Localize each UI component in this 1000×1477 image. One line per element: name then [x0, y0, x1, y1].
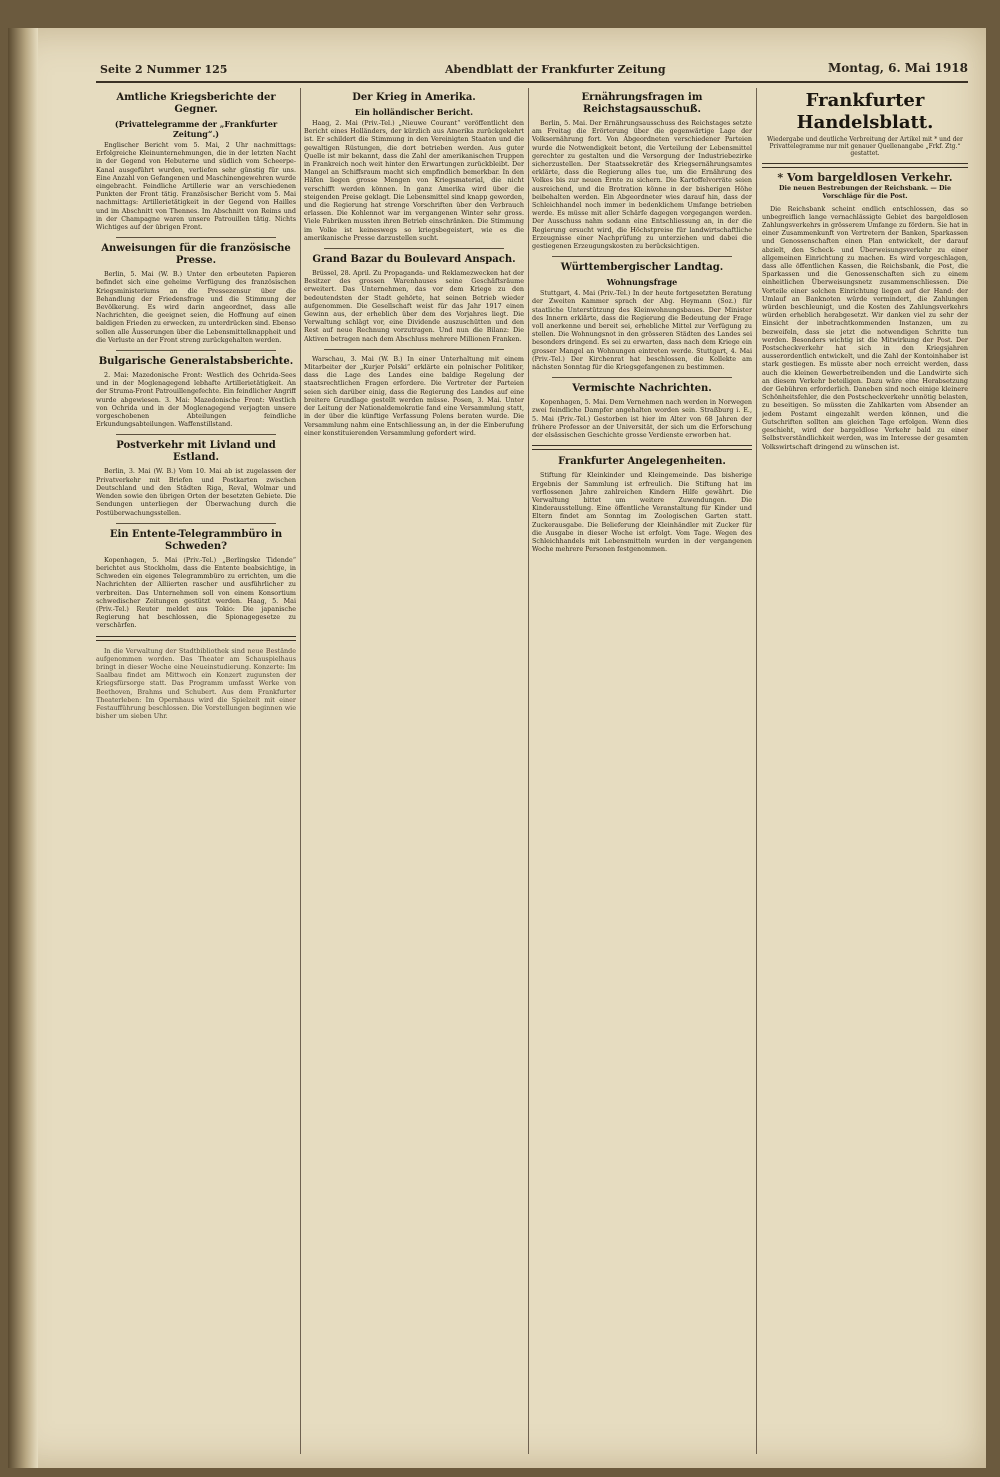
article-body: Stiftung für Kleinkinder und Kleingemeinde. Das bisherige Ergebnis der Sammlung ist erfreulich. Die Stiftung hat im verflossenen Jahre zahlreichen Kindern Hilfe gewährt. Die Verwaltung bittet um weitere Zuwendungen. Die Kinderausstellung. Eine öffentliche Veranstaltung für Kinder und Eltern findet am Sonntag im Zoologischen Garten statt. Zuckerausgabe. Die Belieferung der Kleinhändler mit Zucker für die Ausgabe in dieser Woche ist erfolgt. Vom Tage. Wegen des Schleichhandels mit Lebensmitteln wurden in der vergangenen Woche mehrere Personen festgenommen. — [532, 471, 752, 554]
article-body: Berlin, 3. Mai (W. B.) Vom 10. Mai ab ist zugelassen der Privatverkehr mit Briefen und Postkarten zwischen Deutschland und den Städten Riga, Reval, Wolmar und Wenden sowie den übrigen Orten der besetzten Gebiete. Die Sendungen unterliegen der Überwachung durch die Postüberwachungsstellen. — [96, 467, 296, 517]
article — [532, 92, 752, 250]
page-number: Seite 2 Nummer 125 — [100, 63, 228, 76]
column-rule — [756, 88, 757, 1454]
article — [762, 205, 968, 451]
article-title: Vermischte Nachrichten. — [572, 383, 712, 395]
article-subtitle: Ein holländischer Bericht. — [354, 107, 474, 117]
column-rule — [528, 88, 529, 1454]
article-title: Grand Bazar du Boulevard Anspach. — [312, 254, 516, 266]
article-separator — [324, 248, 504, 249]
article — [96, 243, 296, 344]
section-separator — [762, 163, 968, 168]
article-title: Württembergischer Landtag. — [560, 262, 724, 274]
page-binding-edge — [8, 28, 38, 1468]
article-body: In die Verwaltung der Stadtbibliothek sind neue Bestände aufgenommen worden. Das Theater am Schauspielhaus bringt in dieser Woche eine Neueinstudierung. Konzerte: Im Saalbau findet am Mittwoch ein Konzert zugunsten der Kriegsfürsorge statt. Das Programm umfasst Werke von Beethoven, Brahms und Schubert. Aus dem Frankfurter Theaterleben: Im Opernhaus wird die Spielzeit mit einer Festaufführung beschlossen. Die Vorstellungen beginnen wie bisher um sieben Uhr. — [96, 646, 296, 721]
article-title: Ernährungsfragen im Reichstagsausschuß. — [581, 92, 703, 115]
article-body: Haag, 2. Mai (Priv.-Tel.) „Nieuwe Courant“ veröffentlicht den Bericht eines Holländers, der kürzlich aus Amerika zurückgekehrt ist. Er schildert die Stimmung in den Vereinigten Staaten und die gewaltigen Rüstungen, die dort betrieben werden. Aus guter Quelle ist mir bekannt, dass die Zahl der amerikanischen Truppen in Frankreich noch weit hinter den Erwartungen zurückbleibt. Der Mangel an Schiffsraum macht sich empfindlich bemerkbar. In den Häfen liegen grosse Mengen von Kriegsmaterial, die nicht verschifft werden können. In ganz Amerika wird über die steigenden Preise geklagt. Die Lebensmittel sind knapp geworden, und die Regierung hat strenge Vorschriften über den Verbrauch erlassen. Die Kohlennot war im vergangenen Winter sehr gross. Viele Fabriken mussten ihren Betrieb einschränken. Die Stimmung im Volke ist keineswegs so kriegsbegeistert, wie es die amerikanische Presse darzustellen sucht. — [304, 119, 524, 242]
article-separator — [324, 349, 504, 350]
article — [304, 92, 524, 242]
column-3 — [532, 88, 752, 1456]
article-title: Amtliche Kriegsberichte der Gegner. — [116, 92, 276, 115]
newspaper-name: Abendblatt der Frankfurter Zeitung — [445, 63, 666, 76]
masthead-rule — [96, 81, 968, 83]
article-body: Kopenhagen, 5. Mai (Priv.-Tel.) „Berlingske Tidende“ berichtet aus Stockholm, dass die Entente beabsichtige, in Schweden ein eigenes Telegrammbüro zu errichten, um die Nachrichten der Alliierten rascher und ausführlicher zu verbreiten. Das Unternehmen soll von einem Konsortium schwedischer Zeitungen gestützt werden. Haag, 5. Mai (Priv.-Tel.) Reuter meldet aus Tokio: Die japanische Regierung hat beschlossen, die Spionagegesetze zu verschärfen. — [96, 555, 296, 630]
article-body: 2. Mai: Mazedonische Front: Westlich des Ochrida-Sees und in der Moglenagegend lebhafte Artillerietätigkeit. An der Struma-Front Patrouillengefechte. Ein feindlicher Angriff wurde abgewiesen. 3. Mai: Mazedonische Front: Westlich von Ochrida und in der Moglenagegend verjagten unsere vorgeschobenen Abteilungen feindliche Erkundungsabteilungen. Waffenstillstand. — [96, 371, 296, 429]
article-title: Ein Entente-Telegrammbüro in Schweden? — [109, 528, 283, 552]
article — [96, 529, 296, 630]
article — [96, 647, 296, 721]
article — [532, 456, 752, 553]
section-separator — [532, 445, 752, 450]
article — [96, 440, 296, 516]
article-separator — [116, 434, 276, 435]
article-subtitle: Die neuen Bestrebungen der Reichsbank. — Die Vorschläge für die Post. — [778, 184, 952, 201]
feuilleton-separator — [96, 636, 296, 641]
article — [304, 355, 524, 437]
article-body: Die Reichsbank scheint endlich entschlossen, das so unbegreiflich lange vernachlässigte Gebiet des bargeldlosen Zahlungsverkehrs in grösserem Umfange zu fördern. Sie hat in einer Zusammenkunft von Vertretern der Banken, Sparkassen und Genossenschaften einen Plan entwickelt, der darauf abzielt, den Scheck- und Überweisungsverkehr zu einer allgemeinen Einrichtung zu machen. Es wird vorgeschlagen, dass alle öffentlichen Kassen, die Reichsbank, die Post, die Sparkassen und die Genossenschaften sich zu einem einheitlichen Überweisungsnetz zusammenschliessen. Die Vorteile einer solchen Einrichtung liegen auf der Hand: der Umlauf an Banknoten würde vermindert, die Zahlungen würden beschleunigt, und die Kosten des Zahlungsverkehrs würden erheblich herabgesetzt. Wir danken viel zu sehr der Einsicht der inbetrachtkommenden Instanzen, um zu bezweifeln, dass sie jetzt die notwendigen Schritte tun werden. Besonders wichtig ist die Mitwirkung der Post. Der Postscheckverkehr hat sich in den Kriegsjahren ausserordentlich entwickelt, und die Zahl der Kontoinhaber ist stark gestiegen. Es müsste aber noch erreicht werden, dass auch die kleinen Gewerbetreibenden und die Landwirte sich an diesem Verkehr beteiligen. Dazu wäre eine Herabsetzung der Gebühren erforderlich. Daneben sind noch einige kleinere Schönheitsfehler, die den Postscheckverkehr unnötig belasten, zu beseitigen. So müssten die Zahlkarten vom Absender an jedem Postamt eingezahlt werden können, und die Gutschriften sollten am gleichen Tage erfolgen. Wenn dies geschieht, wird der bargeldlose Verkehr bald zu einer Selbstverständlichkeit werden, was im Interesse der gesamten Volkswirtschaft dringend zu wünschen ist. — [762, 204, 968, 451]
issue-date: Montag, 6. Mai 1918 — [828, 61, 968, 75]
article — [532, 262, 752, 371]
article-body: Stuttgart, 4. Mai (Priv.-Tel.) In der heute fortgesetzten Beratung der Zweiten Kammer sprach der Abg. Heymann (Soz.) für staatliche Unterstützung des Kleinwohnungsbaues. Der Minister des Innern erklärte, dass die Regierung die Bedeutung der Frage voll anerkenne und bereit sei, erhebliche Mittel zur Verfügung zu stellen. Die Wohnungsnot in den grösseren Städten des Landes sei besonders dringend. Es sei zu erwarten, dass nach dem Kriege ein grosser Mangel an Wohnungen eintreten werde. Stuttgart, 4. Mai (Priv.-Tel.) Der Kirchenrat hat beschlossen, die Kollekte am nächsten Sonntag für die Kriegsgefangenen zu bestimmen. — [532, 289, 752, 372]
article-separator — [116, 237, 276, 238]
article-title: Frankfurter Angelegenheiten. — [558, 456, 726, 468]
column-1 — [96, 88, 296, 1456]
article-body: Berlin, 5. Mai. Der Ernährungsausschuss des Reichstages setzte am Freitag die Erörterung über die gegenwärtige Lage der Volksernährung fort. Von Abgeordneten verschiedener Parteien wurde die Notwendigkeit betont, die Verteilung der Lebensmittel gerechter zu gestalten und die Versorgung der Industriebezirke sicherzustellen. Der Staatssekretär des Kriegsernährungsamtes erklärte, dass die Regierung alles tue, um die Ernährung des Volkes bis zur neuen Ernte zu sichern. Die Kartoffelvorräte seien ausreichend, und die Brotration könne in der bisherigen Höhe beibehalten werden. Ein Abgeordneter wies darauf hin, dass der Schleichhandel noch immer in bedenklichem Umfange betrieben werde. Es müsse mit aller Schärfe dagegen vorgegangen werden. Der Ausschuss nahm sodann eine Entschliessung an, in der die Regierung ersucht wird, die Höchstpreise für landwirtschaftliche Erzeugnisse einer Nachprüfung zu unterziehen und dabei die gestiegenen Erzeugungskosten zu berücksichtigen. — [532, 119, 752, 251]
article-title: Der Krieg in Amerika. — [352, 92, 476, 103]
article-body: Kopenhagen, 5. Mai. Dem Vernehmen nach werden in Norwegen zwei feindliche Dampfer angehalten worden sein. Straßburg i. E., 5. Mai (Priv.-Tel.) Gestorben ist hier im Alter von 68 Jahren der frühere Professor an der Universität, der sich um die Erforschung der elsässischen Geschichte grosse Verdienste erworben hat. — [532, 398, 752, 440]
article-title: Postverkehr mit Livland und Estland. — [116, 440, 276, 464]
article — [304, 254, 524, 343]
article-body: Englischer Bericht vom 5. Mai, 2 Uhr nachmittags: Erfolgreiche Kleinunternehmungen, die in der letzten Nacht in der Gegend von Hebuterne und südlich vom Scheerpe-Kanal ausgeführt wurden, verliefen sehr günstig für uns. Eine Anzahl von Gefangenen und Maschinengewehren wurde eingebracht. Feindliche Artillerie war an verschiedenen Punkten der Front tätig. Französischer Bericht vom 5. Mai nachmittags: Artillerietätigkeit in der Gegend von Hailles und im Abschnitt von Thennes. Im Abschnitt von Reims und in der Champagne waren unsere Patrouillen tätig. Nichts Wichtiges auf der übrigen Front. — [96, 141, 296, 232]
article-body: Brüssel, 28. April. Zu Propaganda- und Reklamezwecken hat der Besitzer des grossen Warenhauses seine Geschäftsräume erweitert. Das Unternehmen, das vor dem Kriege zu den bedeutendsten der Stadt gehörte, hat seinen Betrieb wieder aufgenommen. Die Gesellschaft weist für das Jahr 1917 einen Gewinn aus, der erheblich über dem des Vorjahres liegt. Die Verwaltung schlägt vor, eine Dividende auszuschütten und den Rest auf neue Rechnung vorzutragen. Und nun die Bilanz: Die Aktiven betragen nach dem Abschluss mehrere Millionen Franken. — [304, 269, 524, 343]
article-title: Anweisungen für die französische Presse. — [101, 243, 291, 267]
article-separator — [552, 377, 732, 378]
article-title: Bulgarische Generalstabsberichte. — [98, 356, 294, 368]
masthead — [100, 61, 968, 79]
handelsblatt-title: Frankfurter Handelsblatt. — [796, 90, 934, 133]
newspaper-page — [8, 28, 986, 1468]
article — [532, 383, 752, 439]
column-4 — [762, 88, 968, 1456]
article-subtitle: Wohnungsfrage — [606, 277, 678, 288]
column-rule — [300, 88, 301, 1454]
article-separator — [552, 256, 732, 257]
article-subtitle: (Privattelegramme der „Frankfurter Zeitung“.) — [114, 119, 278, 139]
article — [96, 356, 296, 428]
article — [96, 92, 296, 231]
column-2 — [304, 88, 524, 1456]
article-body: Warschau, 3. Mai (W. B.) In einer Unterhaltung mit einem Mitarbeiter der „Kurjer Polski“ erklärte ein polnischer Politiker, dass die Lage des Landes eine baldige Regelung der staatsrechtlichen Fragen erfordere. Die Vertreter der Parteien seien sich darüber einig, dass die Regierung des Landes auf eine breitere Grundlage gestellt werden müsse. Posen, 3. Mai. Unter der Leitung der Nationaldemokratie fand eine Versammlung statt, in der über die künftige Verfassung Polens beraten wurde. Die Versammlung nahm eine Entschliessung an, in der die Einberufung einer konstituierenden Versammlung gefordert wird. — [304, 354, 524, 437]
article-separator — [116, 523, 276, 524]
article-separator — [116, 350, 276, 351]
handelsblatt-notice: Wiedergabe und deutliche Verbreitung der Artikel mit * und der Privattelegramme nur mit genauer Quellenangabe „Frkf. Ztg.“ gestattet. — [767, 136, 963, 157]
article-body: Berlin, 5. Mai (W. B.) Unter den erbeuteten Papieren befindet sich eine geheime Verfügung des französischen Kriegsministeriums an die Pressezensur über die Behandlung der Friedensfrage und die Stimmung der Bevölkerung. Es wird darin angeordnet, dass alle Nachrichten, die geeignet seien, die Hoffnung auf einen baldigen Frieden zu erwecken, zu unterdrücken sind. Ebenso sollen alle Äusserungen über die Lebensmittelknappheit und die Verluste an der Front streng zurückgehalten werden. — [96, 270, 296, 344]
article-title: * Vom bargeldlosen Verkehr. — [777, 171, 953, 184]
